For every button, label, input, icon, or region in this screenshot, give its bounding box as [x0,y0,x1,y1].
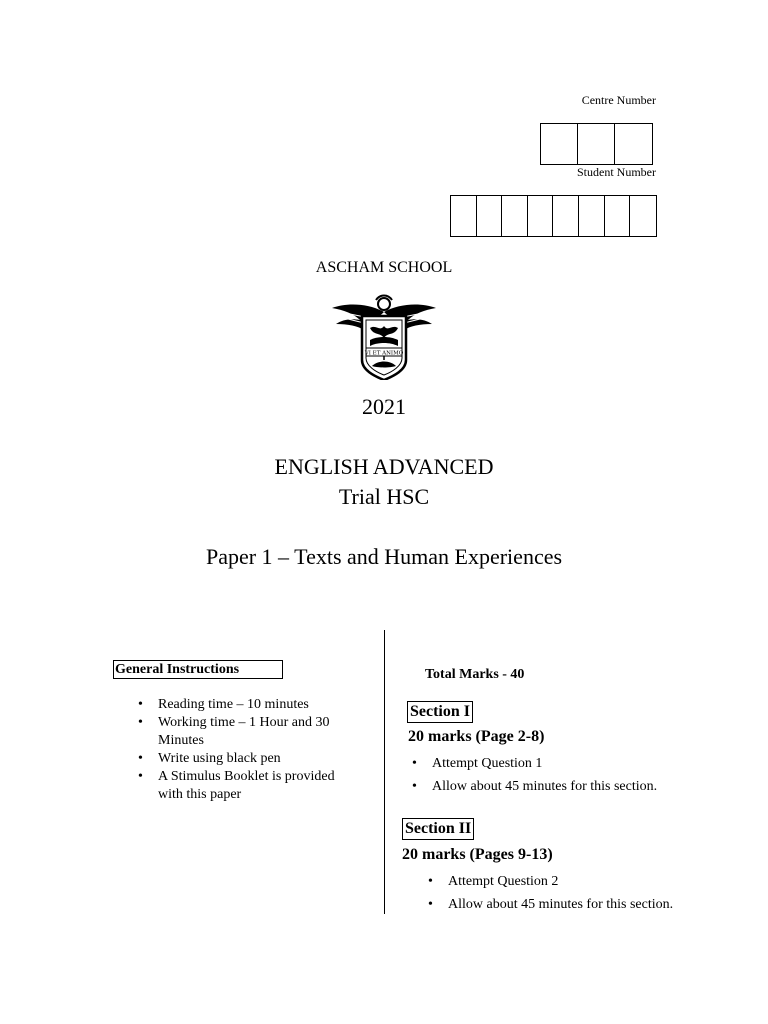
exam-type: Trial HSC [338,484,430,509]
student-number-box[interactable] [451,196,477,236]
paper-title: Paper 1 – Texts and Human Experiences [205,544,563,569]
section-2-block [402,818,474,840]
school-crest-logo [330,294,438,380]
student-number-box[interactable] [630,196,656,236]
centre-number-boxes[interactable] [540,123,653,165]
student-number-boxes[interactable] [450,195,657,237]
section-1-item: • Attempt Question 1 [408,752,748,775]
instruction-item: • Reading time – 10 minutes [134,696,344,714]
section-1-block [407,701,473,723]
student-number-box[interactable] [605,196,631,236]
student-number-label: Student Number [577,165,656,179]
section-2-item: • Allow about 45 minutes for this section. [424,893,754,916]
student-number-box[interactable] [502,196,528,236]
section-1-title: Section I [407,701,473,723]
student-number-box[interactable] [579,196,605,236]
student-number-box[interactable] [528,196,554,236]
section-2-item: • Attempt Question 2 [424,870,754,893]
general-instructions-heading: General Instructions [113,660,283,679]
column-divider [384,630,385,914]
student-number-box[interactable] [553,196,579,236]
crest-motto-text: VI ET ANIMO [364,350,404,357]
section-1-list [408,752,748,798]
centre-number-box[interactable] [541,124,578,164]
exam-year: 2021 [362,394,406,419]
student-number-box[interactable] [477,196,503,236]
exam-subject: ENGLISH ADVANCED [274,454,494,479]
instruction-item: • Write using black pen [134,750,344,768]
section-2-list [424,870,754,916]
section-1-marks: 20 marks (Page 2-8) [408,728,545,745]
section-2-marks: 20 marks (Pages 9-13) [402,846,553,863]
centre-number-label: Centre Number [581,93,656,107]
total-marks: Total Marks - 40 [425,667,525,682]
section-2-title: Section II [402,818,474,840]
instructions-list [134,696,344,804]
centre-number-box[interactable] [615,124,652,164]
school-name: ASCHAM SCHOOL [315,259,453,276]
instruction-item: • A Stimulus Booklet is provided with this paper [134,768,344,804]
centre-number-box[interactable] [578,124,615,164]
instruction-item: • Working time – 1 Hour and 30 Minutes [134,714,344,750]
section-1-item: • Allow about 45 minutes for this section. [408,775,748,798]
